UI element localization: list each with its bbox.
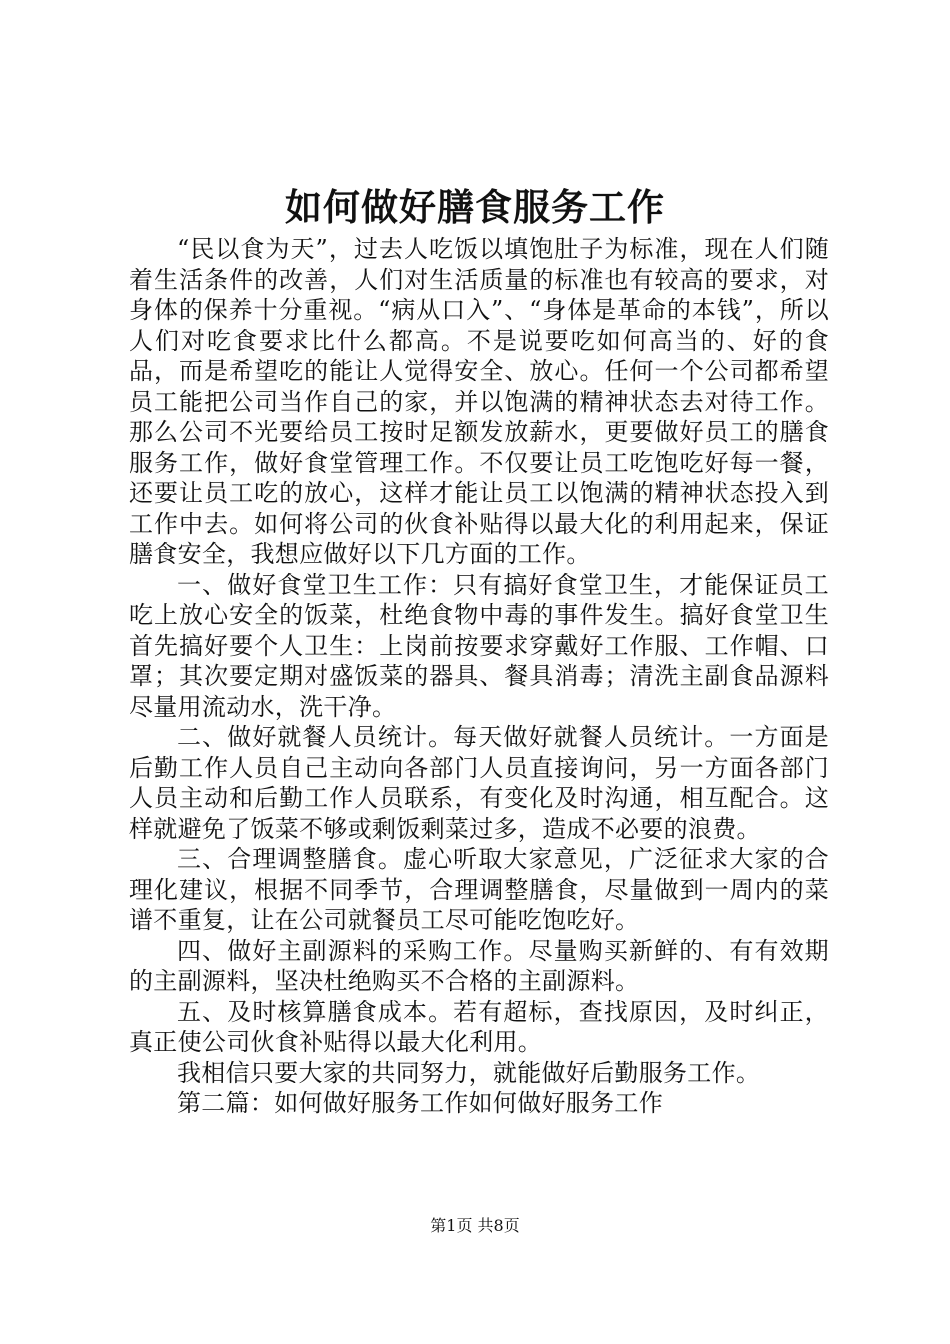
paragraph-cost: 五、及时核算膳食成本。若有超标，查找原因，及时纠正，真正使公司伙食补贴得以最大化利用。 xyxy=(129,997,829,1056)
document-body xyxy=(129,234,829,1119)
paragraph-hygiene: 一、做好食堂卫生工作：只有搞好食堂卫生，才能保证员工吃上放心安全的饭菜，杜绝食物中毒的事件发生。搞好食堂卫生首先搞好要个人卫生：上岗前按要求穿戴好工作服、工作帽、口罩；其次要定期对盛饭菜的器具、餐具消毒；清洗主副食品源料尽量用流动水，洗干净。 xyxy=(129,570,829,721)
paragraph-menu: 三、合理调整膳食。虚心听取大家意见，广泛征求大家的合理化建议，根据不同季节，合理调整膳食，尽量做到一周内的菜谱不重复，让在公司就餐员工尽可能吃饱吃好。 xyxy=(129,845,829,934)
paragraph-intro: “民以食为天”，过去人吃饭以填饱肚子为标准，现在人们随着生活条件的改善，人们对生活质量的标准也有较高的要求，对身体的保养十分重视。“病从口入”、“身体是革命的本钱”，所以人们对吃食要求比什么都高。不是说要吃如何高当的、好的食品，而是希望吃的能让人觉得安全、放心。任何一个公司都希望员工能把公司当作自己的家，并以饱满的精神状态去对待工作。那么公司不光要给员工按时足额发放薪水，更要做好员工的膳食服务工作，做好食堂管理工作。不仅要让员工吃饱吃好每一餐，还要让员工吃的放心，这样才能让员工以饱满的精神状态投入到工作中去。如何将公司的伙食补贴得以最大化的利用起来，保证膳食安全，我想应做好以下几方面的工作。 xyxy=(129,235,829,568)
paragraph-next-chapter: 第二篇：如何做好服务工作如何做好服务工作 xyxy=(177,1089,663,1117)
page-number: 第1页 共8页 xyxy=(430,1216,520,1235)
paragraph-procurement: 四、做好主副源料的采购工作。尽量购买新鲜的、有有效期的主副源料，坚决杜绝购买不合格的主副源料。 xyxy=(129,936,829,995)
document-title: 如何做好膳食服务工作 xyxy=(285,185,665,229)
paragraph-conclusion: 我相信只要大家的共同努力，就能做好后勤服务工作。 xyxy=(177,1058,761,1087)
paragraph-headcount: 二、做好就餐人员统计。每天做好就餐人员统计。一方面是后勤工作人员自己主动向各部门人员直接询问，另一方面各部门人员主动和后勤工作人员联系，有变化及时沟通，相互配合。这样就避免了饭菜不够或剩饭剩菜过多，造成不必要的浪费。 xyxy=(129,723,829,843)
